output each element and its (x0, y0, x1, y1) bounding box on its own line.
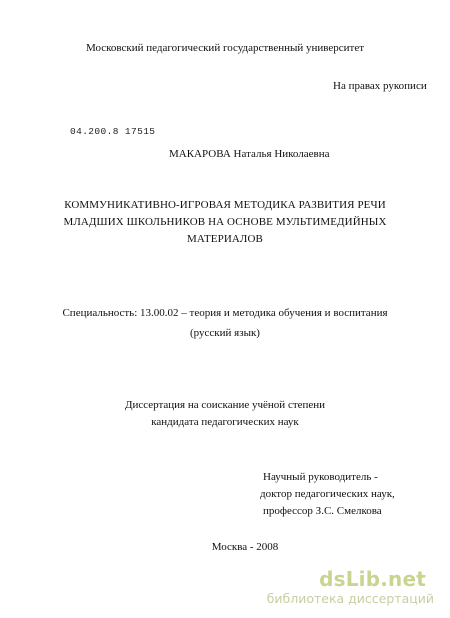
watermark-caption: библиотека диссертаций (266, 591, 434, 606)
author-name: МАКАРОВА Наталья Николаевна (169, 148, 330, 160)
manuscript-note: На правах рукописи (333, 80, 427, 92)
dslib-watermark (248, 568, 438, 610)
watermark-logo: dsLib.net (319, 567, 426, 591)
dissertation-degree-line-1: Диссертация на соискание учёной степени (124, 399, 326, 411)
dissertation-degree-line-2: кандидата педагогических наук (151, 416, 299, 428)
university-name: Московский педагогический государственный университет (85, 42, 365, 54)
supervisor-label: Научный руководитель - (263, 471, 378, 483)
place-year: Москва - 2008 (211, 541, 279, 553)
registry-code: 04.200.8 17515 (70, 126, 156, 137)
dissertation-title-line-3: МАТЕРИАЛОВ (187, 233, 263, 245)
supervisor-degree: доктор педагогических наук, (260, 488, 395, 500)
specialty-subject: (русский язык) (190, 327, 260, 339)
dissertation-title-line-2: МЛАДШИХ ШКОЛЬНИКОВ НА ОСНОВЕ МУЛЬТИМЕДИЙНЫХ (63, 216, 387, 228)
supervisor-name: профессор З.С. Смелкова (263, 505, 382, 517)
dissertation-title-line-1: КОММУНИКАТИВНО-ИГРОВАЯ МЕТОДИКА РАЗВИТИЯ РЕЧИ (64, 199, 386, 211)
specialty-line: Специальность: 13.00.02 – теория и методика обучения и воспитания (62, 307, 388, 319)
